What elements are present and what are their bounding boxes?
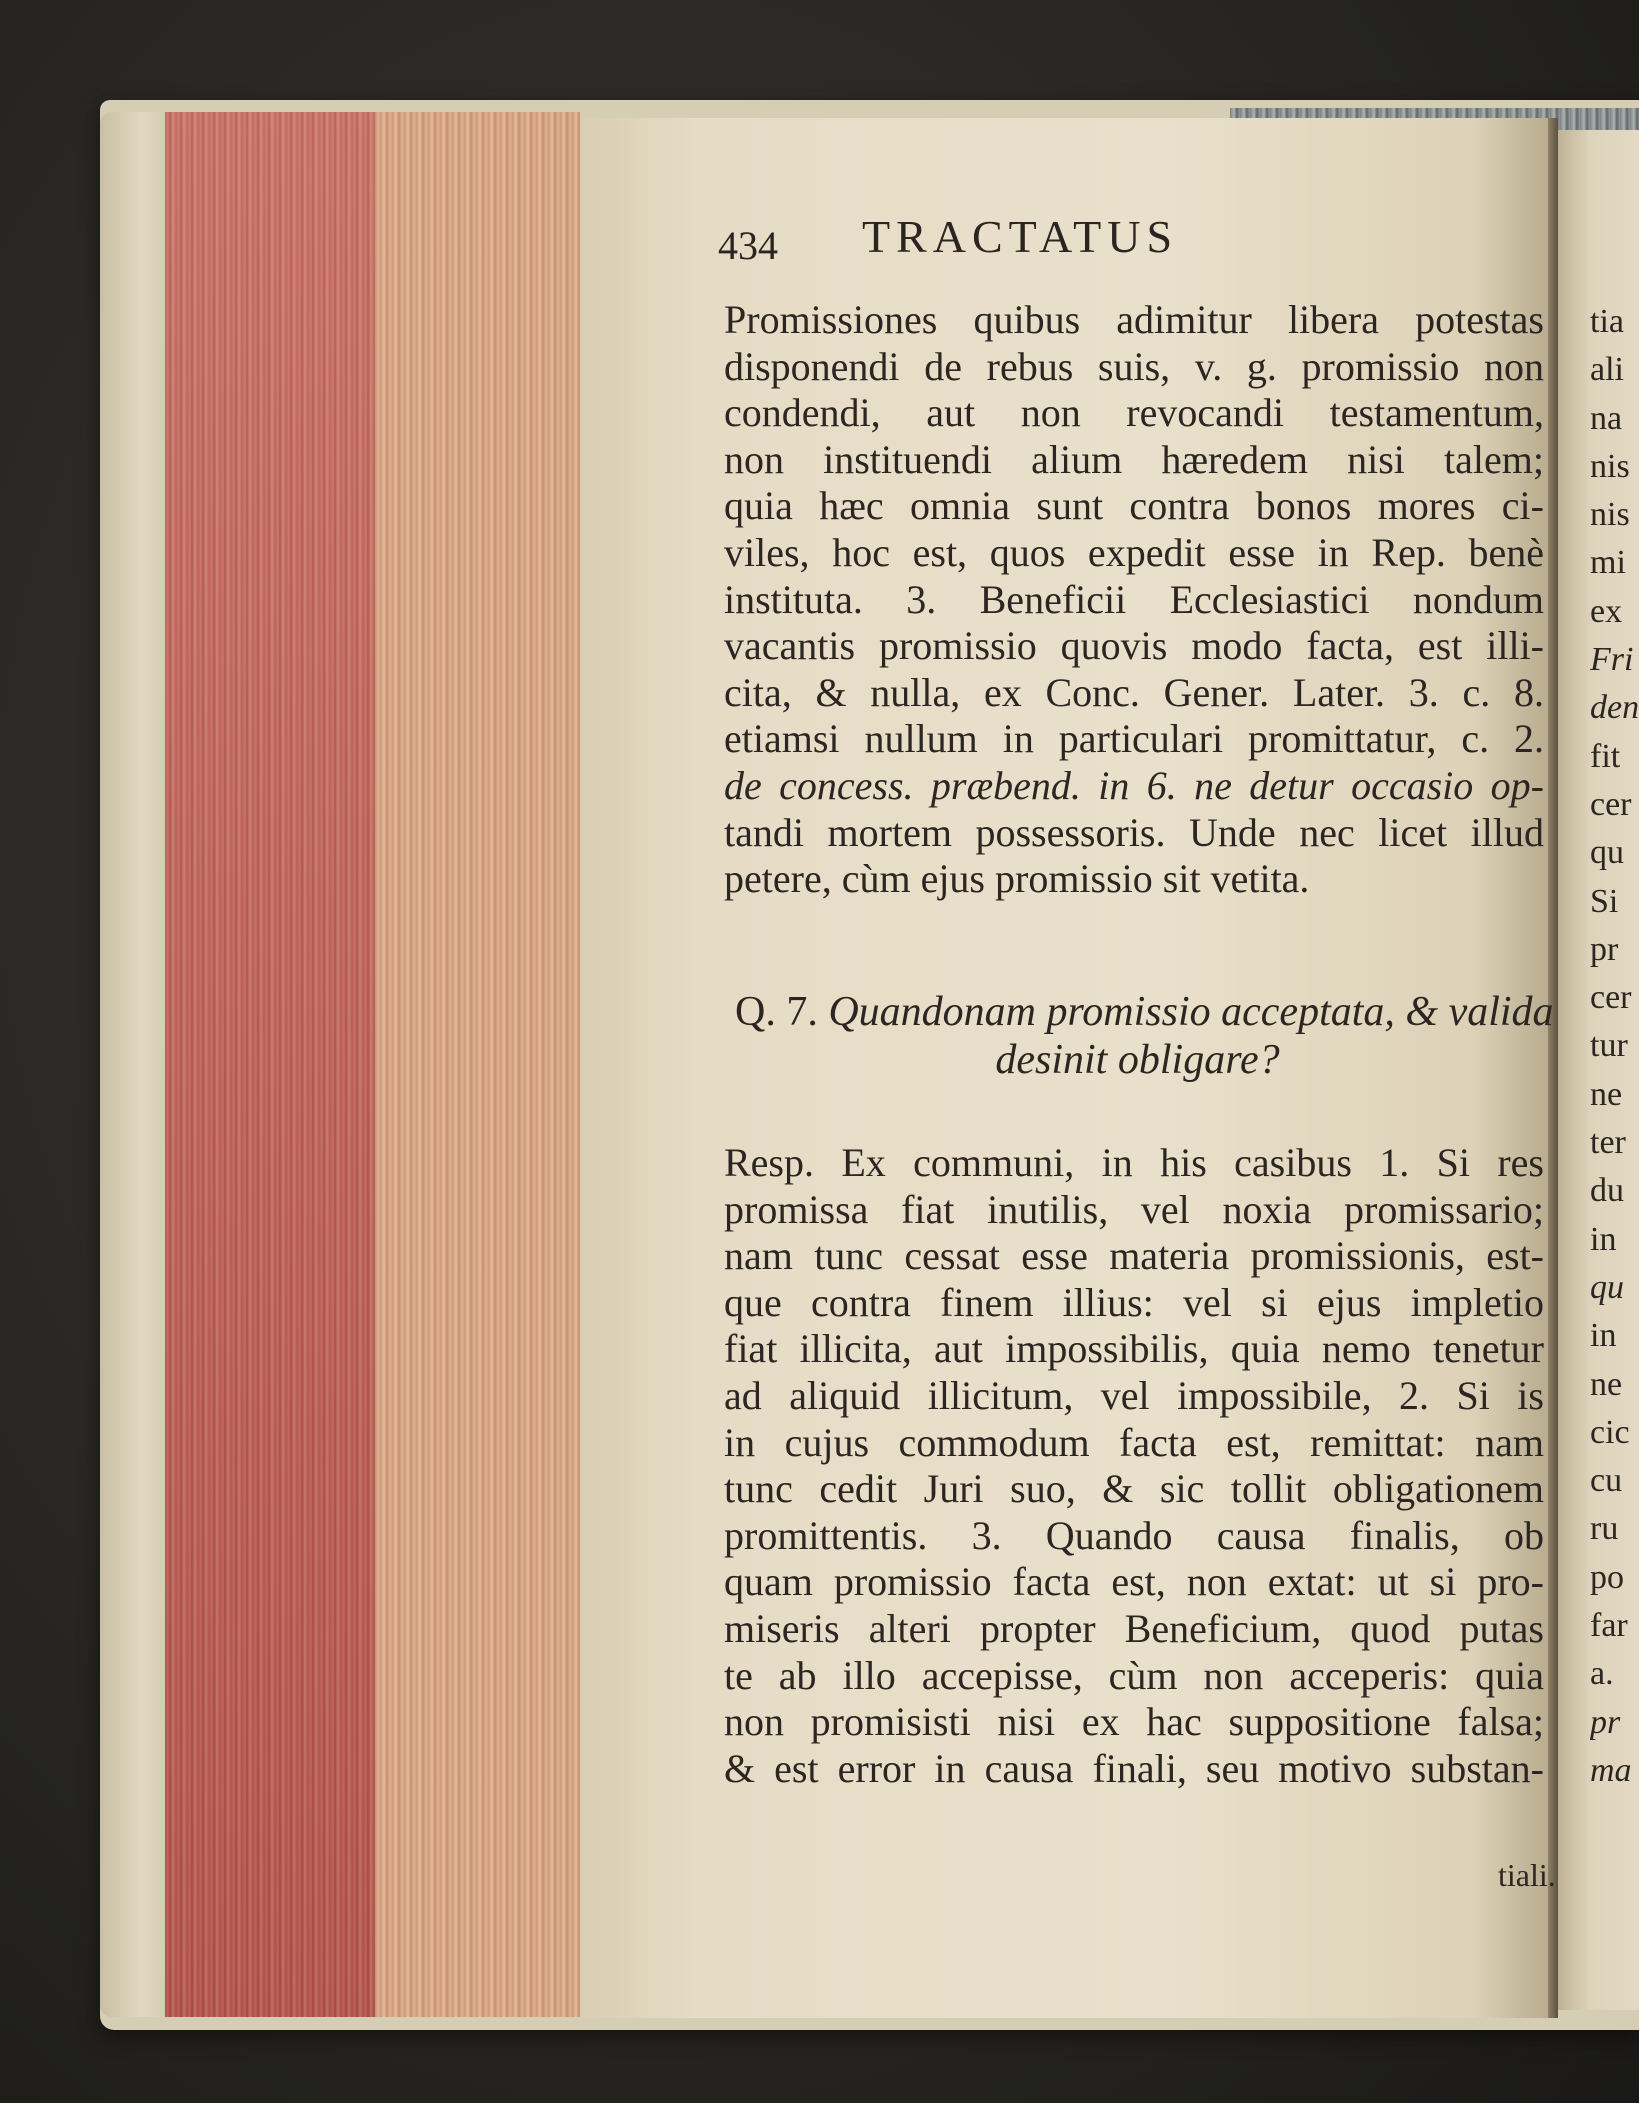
fragment: in — [1590, 1220, 1617, 1258]
question-text: Quandonam promissio acceptata, & valida — [828, 989, 1554, 1035]
fragment: cic — [1590, 1413, 1630, 1451]
fragment: ne — [1590, 1075, 1623, 1113]
question-label: Q. 7. — [735, 989, 818, 1035]
facing-page-fragments — [1590, 298, 1639, 1795]
question-line-1 — [735, 988, 1554, 1036]
text-line: petere, cùm ejus promissio sit vetita. — [724, 856, 1310, 902]
fragment: cer — [1590, 785, 1632, 823]
text-line: Resp. Ex communi, in his casibus 1. Si res — [724, 1140, 1544, 1185]
text-line: nam tunc cessat esse materia promissionis, est- — [724, 1233, 1544, 1279]
paragraph-1 — [724, 297, 1544, 903]
tan-page-edges — [375, 112, 580, 2017]
fragment: du — [1590, 1172, 1624, 1210]
fragment: Fri — [1590, 641, 1634, 679]
fragment: tia — [1590, 303, 1624, 340]
fragment: cer — [1590, 979, 1632, 1017]
text-line: tunc cedit Juri suo, & sic tollit obligationem — [724, 1466, 1544, 1512]
question-heading — [735, 988, 1554, 1084]
text-line: de concess. præbend. in 6. ne detur occasio op- — [724, 762, 1544, 808]
page-number: 434 — [718, 223, 778, 268]
text-line: viles, hoc est, quos expedit esse in Rep. benè — [724, 529, 1544, 575]
fragment: Si — [1590, 882, 1619, 920]
text-line: te ab illo accepisse, cùm non acceperis: quia — [724, 1652, 1544, 1698]
fragment: nis — [1590, 447, 1630, 485]
text-line: quam promissio facta est, non extat: ut si pro- — [724, 1559, 1544, 1605]
cover-edge — [100, 112, 170, 2017]
fragment: pr — [1590, 1703, 1621, 1741]
text-line: que contra finem illius: vel si ejus impletio — [724, 1279, 1544, 1325]
text-line: miseris alteri propter Beneficium, quod putas — [724, 1605, 1544, 1651]
text-line: instituta. 3. Beneficii Ecclesiastici nondum — [724, 576, 1544, 622]
text-line: non promisisti nisi ex hac suppositione falsa; — [724, 1699, 1544, 1745]
fragment: ex — [1590, 592, 1623, 630]
paragraph-2 — [724, 1140, 1544, 1792]
fragment: fit — [1590, 737, 1621, 775]
fragment: cu — [1590, 1462, 1623, 1500]
text-line: quia hæc omnia sunt contra bonos mores ci- — [724, 483, 1544, 529]
text-line: condendi, aut non revocandi testamentum, — [724, 390, 1544, 436]
text-line: promittentis. 3. Quando causa finalis, ob — [724, 1512, 1544, 1558]
text-line: Promissiones quibus adimitur libera potestas — [724, 297, 1544, 342]
fragment: den — [1590, 689, 1639, 727]
text-line: tandi mortem possessoris. Unde nec licet illud — [724, 809, 1544, 855]
fragment: far — [1590, 1607, 1628, 1645]
fragment: ne — [1590, 1365, 1623, 1403]
fragment: na — [1590, 399, 1623, 437]
fragment: ru — [1590, 1510, 1619, 1548]
fragment: ter — [1590, 1124, 1626, 1162]
fragment: mi — [1590, 544, 1626, 582]
question-line-2: desinit obligare? — [995, 1037, 1280, 1083]
text-line: fiat illicita, aut impossibilis, quia nemo tenetur — [724, 1326, 1544, 1372]
fragment: tur — [1590, 1027, 1628, 1065]
text-line: etiamsi nullum in particulari promittatur, c. 2. — [724, 716, 1544, 762]
fragment: ma — [1590, 1751, 1632, 1789]
red-page-edges — [165, 112, 375, 2017]
fragment: ali — [1590, 351, 1624, 389]
text-line: promissa fiat inutilis, vel noxia promissario; — [724, 1186, 1544, 1232]
text-line: non instituendi alium hæredem nisi talem; — [724, 436, 1544, 482]
fragment: a. — [1590, 1655, 1614, 1693]
text-line: cita, & nulla, ex Conc. Gener. Later. 3. c. 8. — [724, 669, 1544, 715]
fragment: in — [1590, 1317, 1617, 1355]
fragment: pr — [1590, 930, 1619, 968]
text-line: ad aliquid illicitum, vel impossibile, 2. Si is — [724, 1372, 1544, 1418]
text-line: vacantis promissio quovis modo facta, est illi- — [724, 623, 1544, 669]
text-line: & est error in causa finali, seu motivo substan- — [724, 1745, 1544, 1791]
catchword: tiali. — [1498, 1857, 1556, 1893]
text-line: in cujus commodum facta est, remittat: nam — [724, 1419, 1544, 1465]
running-head: TRACTATUS — [861, 211, 1179, 262]
fragment: po — [1590, 1558, 1624, 1596]
gutter-shadow — [1548, 118, 1558, 2018]
text-line: disponendi de rebus suis, v. g. promissio non — [724, 343, 1544, 389]
fragment: nis — [1590, 496, 1630, 534]
fragment: qu — [1590, 1268, 1624, 1306]
fragment: qu — [1590, 834, 1624, 872]
